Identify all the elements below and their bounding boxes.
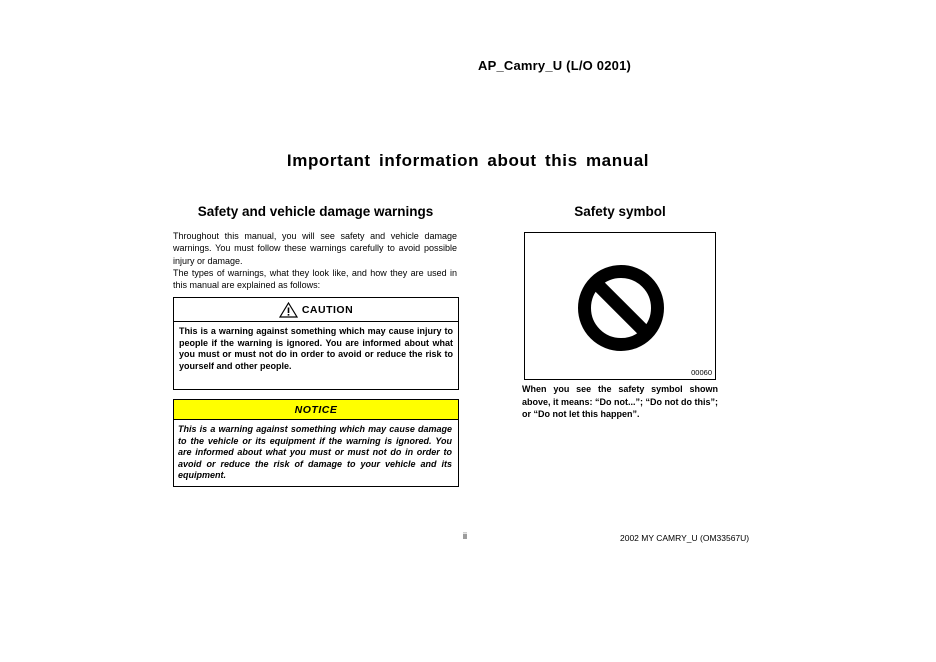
- figure-id: 00060: [691, 368, 712, 377]
- caution-box: [173, 297, 459, 390]
- footer-model: 2002 MY CAMRY_U (OM33567U): [620, 533, 750, 543]
- page-number: ii: [463, 531, 467, 541]
- notice-label: NOTICE: [294, 403, 338, 416]
- notice-header: [174, 400, 458, 420]
- intro-paragraph: Throughout this manual, you will see safety and vehicle damage warnings. You must follow these warnings carefully to avoid possible injury or damage.: [173, 231, 457, 266]
- section-heading-warnings: Safety and vehicle damage warnings: [197, 204, 434, 219]
- warning-triangle-icon: [279, 302, 298, 318]
- notice-box: [173, 399, 459, 487]
- caution-label: CAUTION: [301, 303, 354, 316]
- page-title: Important information about this manual: [286, 151, 650, 170]
- caution-text: This is a warning against something which may cause injury to people if the warning is ignored. You are informed about what you must or must not do in order to avoid or reduce the risk to yourself and other people.: [179, 326, 453, 371]
- safety-symbol-description: When you see the safety symbol shown above, it means: “Do not...”; “Do not do this”; or “Do not let this happen”.: [522, 384, 718, 419]
- safety-symbol-figure: [524, 232, 716, 380]
- section-heading-safety-symbol: Safety symbol: [574, 204, 666, 219]
- prohibition-icon: [576, 263, 666, 353]
- caution-header: [174, 298, 458, 322]
- document-code: AP_Camry_U (L/O 0201): [478, 58, 632, 73]
- types-paragraph: The types of warnings, what they look like, and how they are used in this manual are explained as follows:: [173, 268, 457, 291]
- notice-text: This is a warning against something which may cause damage to the vehicle or its equipment if the warning is ignored. You are informed about what you must or must not do in order to avoid or reduce the risk of damage to your vehicle and its equipment.: [178, 424, 452, 480]
